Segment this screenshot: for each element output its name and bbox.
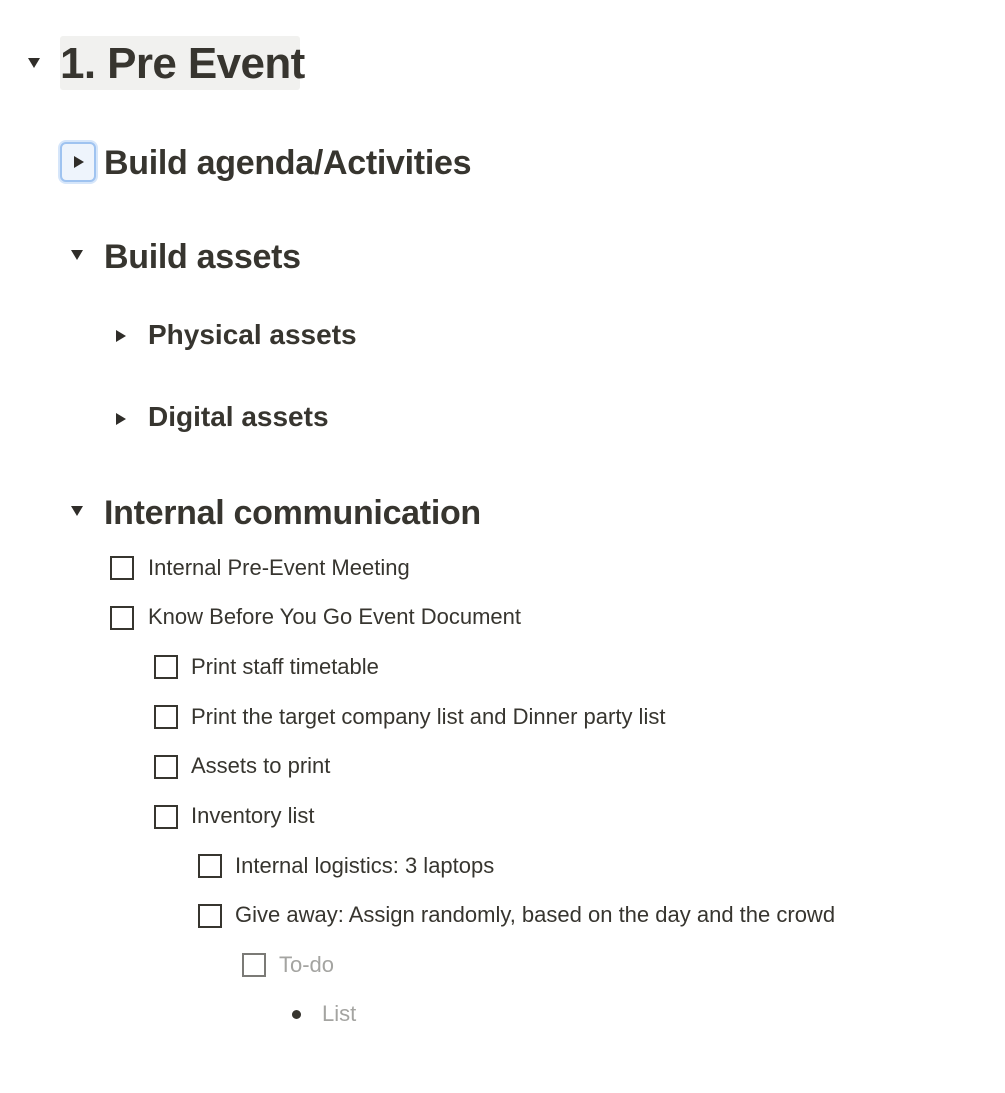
placeholder-todo-text[interactable]: To-do — [279, 952, 335, 977]
todo-checkbox[interactable] — [198, 904, 222, 928]
bullet-dot-icon — [292, 1010, 301, 1019]
heading-internal-communication[interactable]: Internal communication — [104, 494, 481, 532]
heading-physical-assets[interactable]: Physical assets — [148, 319, 357, 350]
todo-item-text[interactable]: Assets to print — [191, 753, 331, 778]
toggle-build-agenda-button[interactable] — [60, 142, 96, 182]
todo-checkbox[interactable] — [110, 556, 134, 580]
placeholder-todo-checkbox[interactable] — [242, 953, 266, 977]
todo-item-text[interactable]: Know Before You Go Event Document — [148, 604, 522, 629]
caret-right-icon — [74, 156, 84, 168]
heading-digital-assets[interactable]: Digital assets — [148, 401, 329, 432]
toggle-physical-assets-icon[interactable] — [116, 330, 126, 342]
todo-item-text[interactable]: Inventory list — [191, 803, 315, 828]
todo-checkbox[interactable] — [198, 854, 222, 878]
page-heading-pre-event[interactable]: 1. Pre Event — [60, 39, 305, 88]
todo-item-text[interactable]: Internal Pre-Event Meeting — [148, 555, 410, 580]
toggle-pre-event-icon[interactable] — [28, 58, 40, 68]
toggle-build-assets-icon[interactable] — [71, 250, 83, 260]
heading-build-agenda[interactable]: Build agenda/Activities — [104, 144, 472, 182]
placeholder-list-text[interactable]: List — [322, 1001, 357, 1026]
todo-checkbox[interactable] — [154, 655, 178, 679]
todo-item-text[interactable]: Internal logistics: 3 laptops — [235, 853, 495, 878]
todo-item-text[interactable]: Give away: Assign randomly, based on the day and the crowd — [235, 902, 836, 927]
todo-checkbox[interactable] — [110, 606, 134, 630]
toggle-digital-assets-icon[interactable] — [116, 413, 126, 425]
todo-checkbox[interactable] — [154, 705, 178, 729]
todo-item-text[interactable]: Print the target company list and Dinner party list — [191, 704, 666, 729]
todo-checkbox[interactable] — [154, 755, 178, 779]
todo-checkbox[interactable] — [154, 805, 178, 829]
toggle-internal-communication-icon[interactable] — [71, 506, 83, 516]
heading-build-assets[interactable]: Build assets — [104, 238, 301, 276]
todo-item-text[interactable]: Print staff timetable — [191, 654, 379, 679]
